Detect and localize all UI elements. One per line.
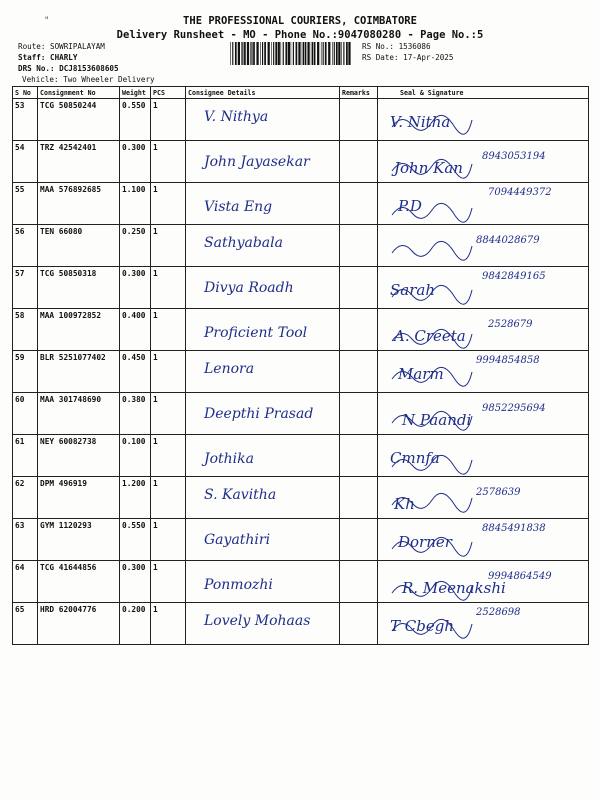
signature-scribble	[378, 477, 588, 518]
document-title-block	[0, 14, 600, 42]
signature-phone-number: 7094449372	[488, 187, 552, 198]
cell-remarks	[340, 603, 378, 645]
cell-weight: 0.300	[120, 141, 151, 183]
cell-consignee	[186, 435, 340, 477]
cell-pcs: 1	[151, 309, 186, 351]
cell-weight: 0.550	[120, 519, 151, 561]
signature-phone-number: 8943053194	[482, 151, 546, 162]
cell-pcs: 1	[151, 519, 186, 561]
cell-seal-signature	[378, 309, 589, 351]
signature-handwriting: A. Creeta	[394, 327, 466, 345]
signature-handwriting: Kh	[394, 495, 415, 513]
signature-phone-number: 2528679	[488, 319, 533, 330]
cell-seal-signature	[378, 477, 589, 519]
cell-consignee	[186, 225, 340, 267]
cell-pcs: 1	[151, 225, 186, 267]
cell-pcs: 1	[151, 603, 186, 645]
barcode-bar	[346, 42, 348, 65]
barcode-bar	[260, 42, 261, 65]
table-row	[13, 561, 589, 603]
signature-scribble	[378, 267, 588, 308]
table-row	[13, 435, 589, 477]
cell-remarks	[340, 99, 378, 141]
col-weight-header: Weight	[120, 87, 151, 99]
consignee-handwritten-name: Ponmozhi	[204, 577, 273, 593]
cell-remarks	[340, 477, 378, 519]
signature-handwriting: P.D	[398, 197, 422, 215]
cell-remarks	[340, 267, 378, 309]
cell-consignee	[186, 267, 340, 309]
route-field: Route: SOWRIPALAYAM	[18, 42, 105, 51]
signature-scribble	[378, 561, 588, 602]
barcode-bar	[230, 42, 231, 65]
barcode-bar	[302, 42, 303, 65]
barcode-bar	[311, 42, 312, 65]
cell-pcs: 1	[151, 561, 186, 603]
scribble-stroke	[392, 285, 472, 304]
cell-pcs: 1	[151, 99, 186, 141]
barcode-bar	[305, 42, 307, 65]
cell-consignment: BLR 5251077402	[38, 351, 120, 393]
col-pcs-header: PCS	[151, 87, 186, 99]
scribble-stroke	[392, 241, 472, 260]
barcode-bar	[262, 42, 263, 65]
signature-handwriting: Dorner	[398, 533, 452, 551]
scribble-stroke	[392, 455, 472, 474]
col-signature-header: Seal & Signature	[378, 87, 589, 99]
cell-remarks	[340, 309, 378, 351]
table-row	[13, 603, 589, 645]
table-row	[13, 225, 589, 267]
signature-scribble	[378, 351, 588, 392]
cell-sno: 63	[13, 519, 38, 561]
cell-sno: 62	[13, 477, 38, 519]
table-row	[13, 267, 589, 309]
table-row	[13, 393, 589, 435]
consignee-handwritten-name: Deepthi Prasad	[204, 406, 314, 422]
barcode-bar	[268, 42, 270, 65]
cell-consignment: TEN 66080	[38, 225, 120, 267]
barcode-bar	[325, 42, 327, 65]
cell-remarks	[340, 393, 378, 435]
signature-handwriting: R. Meenakshi	[402, 579, 506, 597]
table-header-row	[13, 87, 589, 99]
barcode-bar	[253, 42, 255, 65]
barcode-bar	[323, 42, 324, 65]
cell-consignment: NEY 60082738	[38, 435, 120, 477]
col-consignment-header: Consignment No	[38, 87, 120, 99]
cell-seal-signature	[378, 519, 589, 561]
cell-consignment: TCG 50850318	[38, 267, 120, 309]
runsheet-meta-right	[362, 41, 453, 63]
staff-field: Staff: CHARLY	[18, 53, 78, 62]
cell-consignment: TCG 50850244	[38, 99, 120, 141]
signature-scribble	[378, 519, 588, 560]
cell-weight: 0.100	[120, 435, 151, 477]
cell-weight: 1.200	[120, 477, 151, 519]
barcode-bar	[343, 42, 344, 65]
signature-handwriting: V. Nitha	[390, 113, 451, 131]
cell-sno: 65	[13, 603, 38, 645]
cell-consignee	[186, 561, 340, 603]
barcode-bar	[264, 42, 266, 65]
scribble-stroke	[392, 581, 472, 600]
barcode-bar	[241, 42, 242, 65]
signature-phone-number: 9852295694	[482, 403, 546, 414]
table-row	[13, 351, 589, 393]
cell-remarks	[340, 351, 378, 393]
signature-scribble	[378, 393, 588, 434]
signature-handwriting: N Paandi	[402, 411, 472, 429]
barcode-bar	[348, 42, 350, 65]
cell-weight: 1.100	[120, 183, 151, 225]
cell-sno: 61	[13, 435, 38, 477]
barcode-bar	[275, 42, 277, 65]
company-name: THE PROFESSIONAL COURIERS, COIMBATORE	[183, 15, 417, 27]
col-remarks-header: Remarks	[340, 87, 378, 99]
cell-sno: 56	[13, 225, 38, 267]
cell-sno: 54	[13, 141, 38, 183]
consignee-handwritten-name: Vista Eng	[204, 199, 273, 215]
barcode-bar	[251, 42, 252, 65]
barcode-bar	[283, 42, 284, 65]
barcode-bar	[244, 42, 246, 65]
cell-remarks	[340, 225, 378, 267]
signature-scribble	[378, 183, 588, 224]
consignee-handwritten-name: V. Nithya	[204, 109, 269, 125]
signature-handwriting: John Kan	[394, 159, 463, 177]
barcode-bar	[250, 42, 251, 65]
cell-weight: 0.300	[120, 267, 151, 309]
barcode-bar	[328, 42, 330, 65]
consignee-handwritten-name: Jothika	[204, 451, 254, 467]
cell-consignment: MAA 301748690	[38, 393, 120, 435]
barcode-bar	[273, 42, 274, 65]
cell-pcs: 1	[151, 393, 186, 435]
table-row	[13, 99, 589, 141]
scribble-stroke	[392, 329, 472, 348]
barcode-bar	[338, 42, 340, 65]
signature-scribble	[378, 309, 588, 350]
cell-weight: 0.300	[120, 561, 151, 603]
scribble-stroke	[392, 493, 472, 512]
barcode-bar	[235, 42, 237, 65]
barcode-bar	[334, 42, 335, 65]
scribble-stroke	[392, 367, 472, 386]
col-consignee-header: Consignee Details	[186, 87, 340, 99]
consignee-handwritten-name: Lenora	[204, 361, 255, 377]
rs-date-field: RS Date: 17-Apr-2025	[362, 53, 454, 62]
cell-consignment: TCG 41644856	[38, 561, 120, 603]
barcode-bar	[238, 42, 240, 65]
consignee-handwritten-name: John Jayasekar	[204, 154, 310, 170]
barcode-bar	[307, 42, 309, 65]
cell-weight: 0.200	[120, 603, 151, 645]
scribble-stroke	[392, 115, 472, 134]
cell-consignee	[186, 183, 340, 225]
cell-consignment: MAA 100972852	[38, 309, 120, 351]
barcode-bar	[278, 42, 280, 65]
cell-sno: 57	[13, 267, 38, 309]
cell-weight: 0.450	[120, 351, 151, 393]
signature-handwriting: T Cbegh	[390, 617, 454, 635]
barcode-bar	[291, 42, 292, 65]
barcode-bar	[332, 42, 333, 65]
cell-weight: 0.550	[120, 99, 151, 141]
cell-consignment: MAA 576892685	[38, 183, 120, 225]
table-row	[13, 141, 589, 183]
barcode-bar	[242, 42, 243, 65]
cell-pcs: 1	[151, 477, 186, 519]
cell-consignee	[186, 351, 340, 393]
table-row	[13, 477, 589, 519]
barcode-bar	[317, 42, 319, 65]
cell-seal-signature	[378, 141, 589, 183]
consignee-handwritten-name: Gayathiri	[204, 532, 271, 548]
cell-sno: 53	[13, 99, 38, 141]
signature-phone-number: 2578639	[476, 487, 521, 498]
cell-weight: 0.250	[120, 225, 151, 267]
barcode-bar	[232, 42, 233, 65]
barcode-bar	[312, 42, 313, 65]
cell-seal-signature	[378, 603, 589, 645]
cell-consignment: DPM 496919	[38, 477, 120, 519]
cell-seal-signature	[378, 99, 589, 141]
consignee-handwritten-name: Lovely Mohaas	[204, 613, 311, 629]
consignee-handwritten-name: Sathyabala	[204, 235, 283, 251]
cell-pcs: 1	[151, 267, 186, 309]
scribble-stroke	[392, 537, 472, 556]
table-row	[13, 183, 589, 225]
signature-scribble	[378, 99, 588, 140]
cell-consignee	[186, 603, 340, 645]
cell-sno: 59	[13, 351, 38, 393]
cell-consignee	[186, 141, 340, 183]
signature-scribble	[378, 435, 588, 476]
scribble-stroke	[392, 619, 472, 638]
cell-sno: 58	[13, 309, 38, 351]
cell-consignee	[186, 519, 340, 561]
cell-consignment: TRZ 42542401	[38, 141, 120, 183]
cell-seal-signature	[378, 267, 589, 309]
signature-scribble	[378, 225, 588, 266]
scribble-stroke	[392, 159, 472, 178]
barcode-bar	[285, 42, 287, 65]
corner-mark: "	[44, 16, 50, 26]
cell-seal-signature	[378, 225, 589, 267]
rs-number-field: RS No.: 1536086	[362, 42, 431, 51]
scribble-stroke	[392, 411, 472, 430]
cell-consignment: HRD 62004776	[38, 603, 120, 645]
barcode-bar	[296, 42, 298, 65]
signature-handwriting: Sarah	[390, 281, 435, 299]
delivery-table	[12, 86, 589, 645]
drs-field: DRS No.: DCJ8153608605	[18, 64, 119, 73]
cell-consignee	[186, 393, 340, 435]
consignee-handwritten-name: Divya Roadh	[204, 280, 294, 296]
cell-seal-signature	[378, 351, 589, 393]
cell-consignment: GYM 1120293	[38, 519, 120, 561]
cell-weight: 0.380	[120, 393, 151, 435]
barcode-bar	[293, 42, 294, 65]
cell-sno: 60	[13, 393, 38, 435]
barcode-bar	[271, 42, 272, 65]
signature-handwriting: Cmnfa	[390, 449, 440, 467]
barcode	[230, 42, 352, 65]
cell-weight: 0.400	[120, 309, 151, 351]
barcode-bar	[336, 42, 338, 65]
cell-consignee	[186, 309, 340, 351]
table-row	[13, 309, 589, 351]
signature-phone-number: 2528698	[476, 607, 521, 618]
signature-phone-number: 9994854858	[476, 355, 540, 366]
runsheet-subtitle: Delivery Runsheet - MO - Phone No.:9047080280 - Page No.:5	[116, 29, 484, 41]
vehicle-field: Vehicle: Two Wheeler Delivery	[22, 75, 155, 84]
barcode-bar	[321, 42, 322, 65]
runsheet-meta-left	[18, 41, 155, 85]
signature-phone-number: 8845491838	[482, 523, 546, 534]
barcode-bar	[303, 42, 304, 65]
cell-seal-signature	[378, 393, 589, 435]
signature-phone-number: 9842849165	[482, 271, 546, 282]
barcode-bar	[256, 42, 258, 65]
signature-phone-number: 9994864549	[488, 571, 552, 582]
col-sno-header: S No	[13, 87, 38, 99]
cell-pcs: 1	[151, 141, 186, 183]
signature-scribble	[378, 603, 588, 644]
cell-remarks	[340, 435, 378, 477]
barcode-bar	[341, 42, 342, 65]
cell-pcs: 1	[151, 183, 186, 225]
barcode-bar	[281, 42, 282, 65]
cell-remarks	[340, 519, 378, 561]
barcode-bar	[298, 42, 300, 65]
cell-pcs: 1	[151, 351, 186, 393]
cell-seal-signature	[378, 183, 589, 225]
cell-consignee	[186, 99, 340, 141]
scribble-stroke	[392, 203, 472, 222]
consignee-handwritten-name: Proficient Tool	[204, 325, 308, 341]
cell-sno: 55	[13, 183, 38, 225]
barcode-bar	[247, 42, 249, 65]
signature-phone-number: 8844028679	[476, 235, 540, 246]
cell-remarks	[340, 183, 378, 225]
cell-remarks	[340, 141, 378, 183]
cell-seal-signature	[378, 561, 589, 603]
cell-consignee	[186, 477, 340, 519]
barcode-bar	[288, 42, 290, 65]
cell-sno: 64	[13, 561, 38, 603]
barcode-bar	[314, 42, 316, 65]
signature-handwriting: Marm	[398, 365, 444, 383]
cell-pcs: 1	[151, 435, 186, 477]
table-row	[13, 519, 589, 561]
cell-remarks	[340, 561, 378, 603]
cell-seal-signature	[378, 435, 589, 477]
consignee-handwritten-name: S. Kavitha	[204, 487, 277, 503]
signature-scribble	[378, 141, 588, 182]
